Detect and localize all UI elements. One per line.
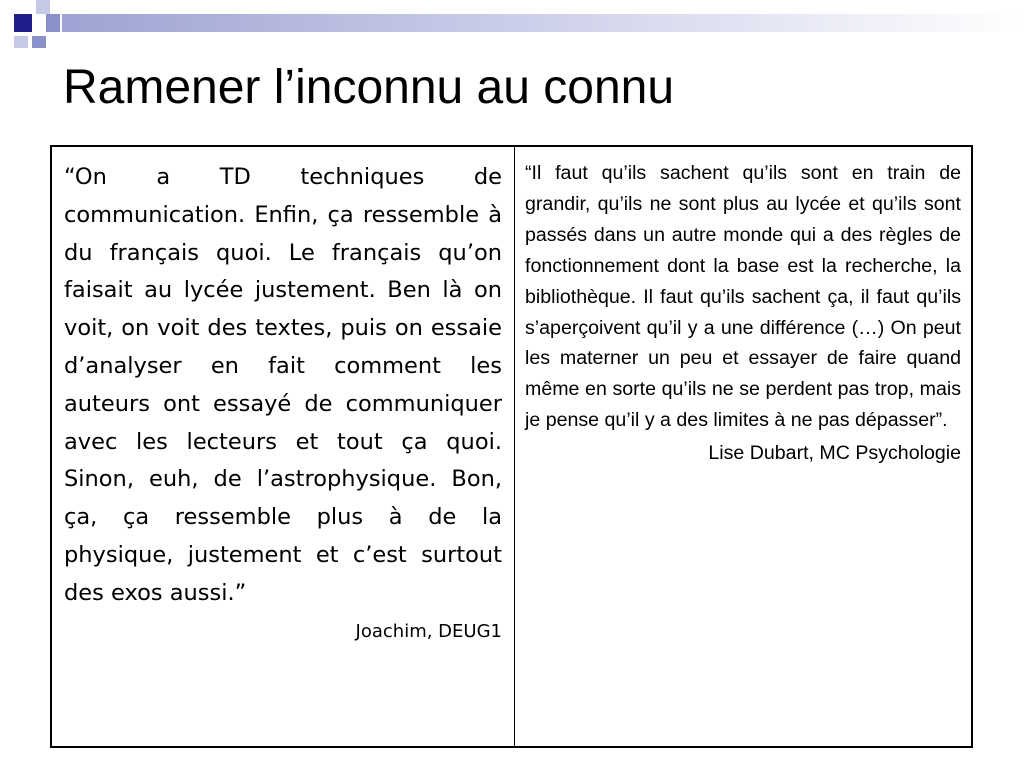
teacher-quote-cell [515,147,971,746]
decor-square-mid [32,36,46,48]
decor-square-navy [14,14,32,32]
student-quote-text: “On a TD techniques de communication. Enfin, ça ressemble à du français quoi. Le français qu’on faisait au lycée justement. Ben là on voit, on voit des textes, puis on essaie d’analyser en fait comment les auteurs ont essayé de communiquer avec les lecteurs et tout ça quoi. Sinon, euh, de l’astrophysique. Bon, ça, ça ressemble plus à de la physique, justement et c’est surtout des exos aussi.” [64,164,502,606]
decor-square-mid [46,14,60,32]
slide-title: Ramener l’inconnu au connu [63,61,675,114]
teacher-quote-author: Lise Dubart, MC Psychologie [708,442,961,465]
decor-square-light [36,0,50,14]
quote-table [50,145,973,748]
teacher-quote-text: “Il faut qu’ils sachent qu’ils sont en train de grandir, qu’ils ne sont plus au lycée et qu’ils sont passés dans un autre monde qui a des règles de fonctionnement dont la base est la recherche, la bibliothèque. Il faut qu’ils sachent ça, il faut qu’ils s’aperçoivent qu’il y a une différence (…) On peut les materner un peu et essayer de faire quand même en sorte qu’ils ne se perdent pas trop, mais je pense qu’il y a des limites à ne pas dépasser”. [525,162,961,432]
student-quote-author: Joachim, DEUG1 [355,620,502,642]
decor-header-bar [62,14,1024,32]
decor-square-light [14,36,28,48]
student-quote-cell [52,147,515,746]
